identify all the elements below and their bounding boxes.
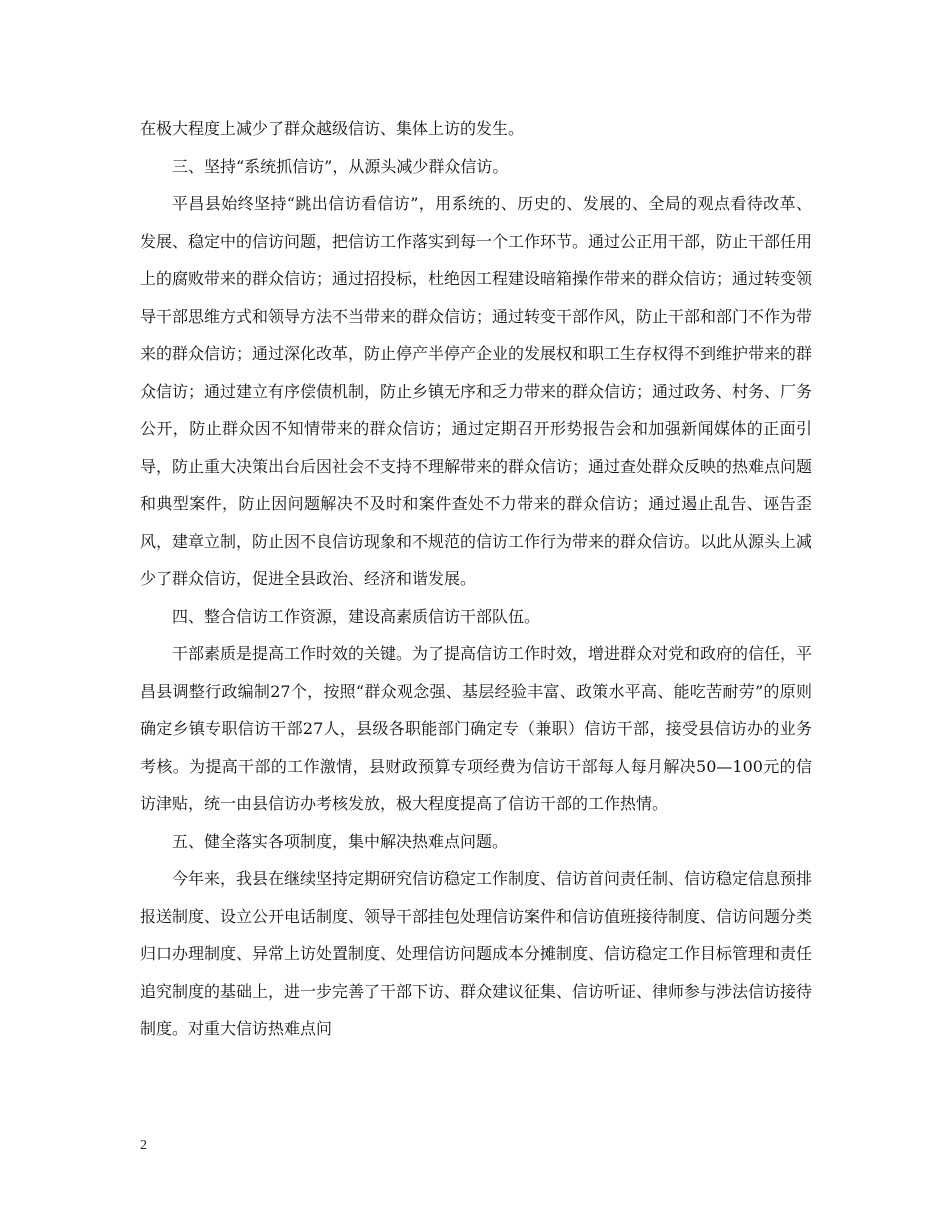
page-number: 2 (140, 1138, 147, 1153)
paragraph-system-petition: 平昌县始终坚持“跳出信访看信访”，用系统的、历史的、发展的、全局的观点看待改革、发展、稳定中的信访问题，把信访工作落实到每一个工作环节。通过公正用干部，防止干部任用上的腐败带来的群众信访；通过招投标，杜绝因工程建设暗箱操作带来的群众信访；通过转变领导干部思维方式和领导方法不当带来的群众信访；通过转变干部作风，防止干部和部门不作为带来的群众信访；通过深化改革，防止停产半停产企业的发展权和职工生存权得不到维护带来的群众信访；通过建立有序偿债机制，防止乡镇无序和乏力带来的群众信访；通过政务、村务、厂务公开，防止群众因不知情带来的群众信访；通过定期召开形势报告会和加强新闻媒体的正面引导，防止重大决策出台后因社会不支持不理解带来的群众信访；通过查处群众反映的热难点问题和典型案件，防止因问题解决不及时和案件查处不力带来的群众信访；通过遏止乱告、诬告歪风，建章立制，防止因不良信访现象和不规范的信访工作行为带来的群众信访。以此从源头上减少了群众信访，促进全县政治、经济和谐发展。 (140, 194, 813, 588)
section-heading-five: 五、健全落实各项制度，集中解决热难点问题。 (172, 831, 509, 851)
section-heading-four: 四、整合信访工作资源，建设高素质信访干部队伍。 (172, 606, 541, 626)
paragraph-continued: 在极大程度上减少了群众越级信访、集体上访的发生。 (140, 119, 525, 138)
document-body (140, 110, 812, 1048)
paragraph-systems: 今年来，我县在继续坚持定期研究信访稳定工作制度、信访首问责任制、信访稳定信息预排报送制度、设立公开电话制度、领导干部挂包处理信访案件和信访值班接待制度、信访问题分类归口办理制度、异常上访处置制度、处理信访问题成本分摊制度、信访稳定工作目标管理和责任追究制度的基础上，进一步完善了干部下访、群众建议征集、信访听证、律师参与涉法信访接待制度。对重大信访热难点问 (140, 869, 813, 1038)
section-heading-three: 三、坚持“系统抓信访”，从源头减少群众信访。 (172, 156, 509, 176)
paragraph-cadre-quality: 干部素质是提高工作时效的关键。为了提高信访工作时效，增进群众对党和政府的信任，平昌县调整行政编制27个，按照“群众观念强、基层经验丰富、政策水平高、能吃苦耐劳”的原则确定乡镇专职信访干部27人，县级各职能部门确定专（兼职）信访干部，接受县信访办的业务考核。为提高干部的工作激情，县财政预算专项经费为信访干部每人每月解决50—100元的信访津贴，统一由县信访办考核发放，极大程度提高了信访干部的工作热情。 (140, 644, 813, 813)
